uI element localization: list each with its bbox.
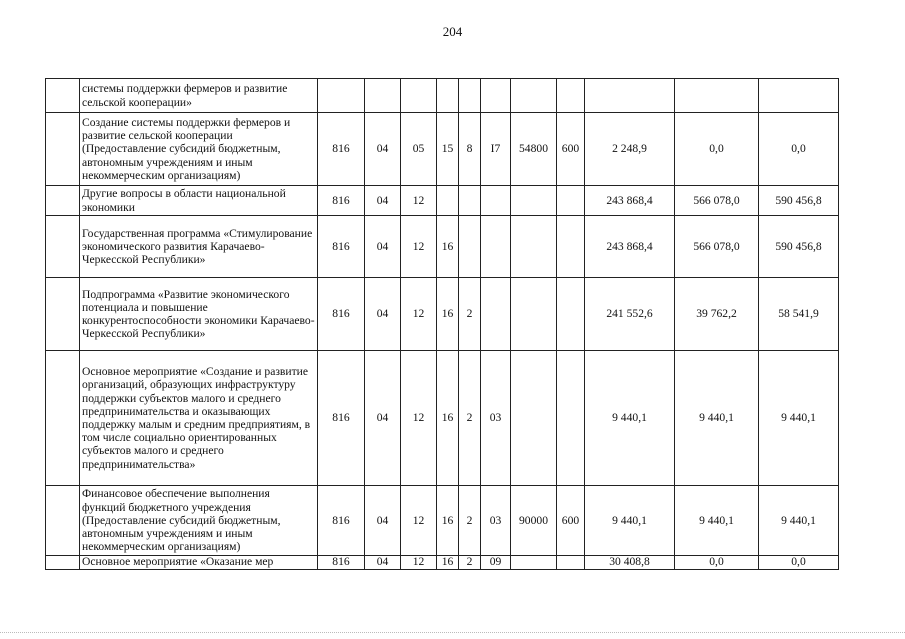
cell-subprogram bbox=[459, 186, 481, 216]
cell-name: Финансовое обеспечение выполнения функций бюджетного учреждения (Предоставление субсидий бюджетным, автономным учреждениям и иным некоммерческим организациям) bbox=[80, 486, 318, 556]
cell-sum-2: 39 762,2 bbox=[675, 278, 759, 351]
table-row bbox=[46, 486, 839, 556]
cell-subsection: 12 bbox=[401, 186, 437, 216]
cell-direction bbox=[511, 216, 557, 278]
cell-name: Другие вопросы в области национальной экономики bbox=[80, 186, 318, 216]
cell-blank bbox=[46, 556, 80, 570]
cell-subsection: 12 bbox=[401, 556, 437, 570]
cell-event bbox=[481, 79, 511, 113]
cell-expense-type bbox=[557, 216, 585, 278]
cell-subsection: 12 bbox=[401, 216, 437, 278]
cell-sum-1: 30 408,8 bbox=[585, 556, 675, 570]
cell-sum-2 bbox=[675, 79, 759, 113]
cell-ministry bbox=[318, 79, 365, 113]
cell-sum-1 bbox=[585, 79, 675, 113]
cell-blank bbox=[46, 351, 80, 486]
cell-name: Основное мероприятие «Оказание мер bbox=[80, 556, 318, 570]
cell-direction: 54800 bbox=[511, 113, 557, 186]
cell-subprogram: 2 bbox=[459, 486, 481, 556]
cell-section: 04 bbox=[365, 278, 401, 351]
cell-sum-2: 0,0 bbox=[675, 113, 759, 186]
cell-name: Подпрограмма «Развитие экономического потенциала и повышение конкурентоспособности экономики Карачаево-Черкесской Республики» bbox=[80, 278, 318, 351]
cell-blank bbox=[46, 278, 80, 351]
cell-event: 03 bbox=[481, 351, 511, 486]
cell-direction bbox=[511, 79, 557, 113]
cell-direction bbox=[511, 556, 557, 570]
cell-event: 03 bbox=[481, 486, 511, 556]
cell-blank bbox=[46, 216, 80, 278]
cell-event bbox=[481, 186, 511, 216]
cell-sum-3: 0,0 bbox=[759, 556, 839, 570]
cell-ministry: 816 bbox=[318, 186, 365, 216]
cell-ministry: 816 bbox=[318, 278, 365, 351]
cell-subprogram: 2 bbox=[459, 556, 481, 570]
cell-section: 04 bbox=[365, 113, 401, 186]
cell-program: 16 bbox=[437, 278, 459, 351]
table-row bbox=[46, 216, 839, 278]
cell-ministry: 816 bbox=[318, 351, 365, 486]
cell-ministry: 816 bbox=[318, 216, 365, 278]
table-row bbox=[46, 79, 839, 113]
cell-sum-3: 58 541,9 bbox=[759, 278, 839, 351]
cell-subsection: 12 bbox=[401, 278, 437, 351]
cell-subsection: 12 bbox=[401, 351, 437, 486]
cell-program: 15 bbox=[437, 113, 459, 186]
cell-sum-3: 590 456,8 bbox=[759, 216, 839, 278]
cell-program: 16 bbox=[437, 486, 459, 556]
cell-subsection bbox=[401, 79, 437, 113]
cell-sum-1: 243 868,4 bbox=[585, 186, 675, 216]
cell-section: 04 bbox=[365, 351, 401, 486]
table-row bbox=[46, 186, 839, 216]
cell-sum-1: 9 440,1 bbox=[585, 351, 675, 486]
cell-sum-1: 241 552,6 bbox=[585, 278, 675, 351]
cell-section: 04 bbox=[365, 556, 401, 570]
cell-sum-1: 9 440,1 bbox=[585, 486, 675, 556]
cell-direction bbox=[511, 351, 557, 486]
cell-name: Создание системы поддержки фермеров и развитие сельской кооперации (Предоставление субсидий бюджетным, автономным учреждениям и иным некоммерческим организациям) bbox=[80, 113, 318, 186]
cell-blank bbox=[46, 486, 80, 556]
cell-subprogram bbox=[459, 79, 481, 113]
cell-ministry: 816 bbox=[318, 486, 365, 556]
cell-direction bbox=[511, 278, 557, 351]
cell-name: Основное мероприятие «Создание и развитие организаций, образующих инфраструктуру поддержки субъектов малого и среднего предпринимательства и оказывающих поддержку малым и средним предприятиям, в том числе социально ориентированных субъектов малого и среднего предпринимательства» bbox=[80, 351, 318, 486]
cell-section: 04 bbox=[365, 216, 401, 278]
cell-sum-2: 9 440,1 bbox=[675, 351, 759, 486]
cell-expense-type bbox=[557, 186, 585, 216]
cell-sum-2: 0,0 bbox=[675, 556, 759, 570]
table-row bbox=[46, 351, 839, 486]
cell-program bbox=[437, 186, 459, 216]
cell-sum-1: 243 868,4 bbox=[585, 216, 675, 278]
cell-subsection: 12 bbox=[401, 486, 437, 556]
cell-expense-type bbox=[557, 79, 585, 113]
page-bottom-edge bbox=[0, 632, 905, 633]
cell-program bbox=[437, 79, 459, 113]
cell-expense-type bbox=[557, 278, 585, 351]
cell-event: I7 bbox=[481, 113, 511, 186]
cell-direction bbox=[511, 186, 557, 216]
table-row bbox=[46, 278, 839, 351]
cell-subprogram: 8 bbox=[459, 113, 481, 186]
cell-blank bbox=[46, 186, 80, 216]
cell-event: 09 bbox=[481, 556, 511, 570]
cell-section bbox=[365, 79, 401, 113]
cell-name: Государственная программа «Стимулирование экономического развития Карачаево-Черкесской Республики» bbox=[80, 216, 318, 278]
cell-expense-type: 600 bbox=[557, 113, 585, 186]
page-number: 204 bbox=[442, 24, 463, 39]
cell-sum-2: 566 078,0 bbox=[675, 186, 759, 216]
cell-subsection: 05 bbox=[401, 113, 437, 186]
cell-subprogram bbox=[459, 216, 481, 278]
cell-direction: 90000 bbox=[511, 486, 557, 556]
cell-expense-type: 600 bbox=[557, 486, 585, 556]
cell-expense-type bbox=[557, 351, 585, 486]
cell-sum-3: 9 440,1 bbox=[759, 486, 839, 556]
cell-event bbox=[481, 278, 511, 351]
table-row bbox=[46, 113, 839, 186]
cell-section: 04 bbox=[365, 186, 401, 216]
budget-table bbox=[45, 78, 839, 570]
cell-event bbox=[481, 216, 511, 278]
table-row bbox=[46, 556, 839, 570]
cell-blank bbox=[46, 79, 80, 113]
cell-name: системы поддержки фермеров и развитие сельской кооперации» bbox=[80, 79, 318, 113]
cell-sum-3: 0,0 bbox=[759, 113, 839, 186]
cell-program: 16 bbox=[437, 351, 459, 486]
cell-subprogram: 2 bbox=[459, 278, 481, 351]
cell-sum-3 bbox=[759, 79, 839, 113]
cell-expense-type bbox=[557, 556, 585, 570]
cell-sum-1: 2 248,9 bbox=[585, 113, 675, 186]
cell-sum-3: 9 440,1 bbox=[759, 351, 839, 486]
cell-sum-2: 566 078,0 bbox=[675, 216, 759, 278]
cell-sum-3: 590 456,8 bbox=[759, 186, 839, 216]
cell-program: 16 bbox=[437, 216, 459, 278]
cell-program: 16 bbox=[437, 556, 459, 570]
cell-subprogram: 2 bbox=[459, 351, 481, 486]
cell-ministry: 816 bbox=[318, 556, 365, 570]
cell-blank bbox=[46, 113, 80, 186]
cell-section: 04 bbox=[365, 486, 401, 556]
cell-sum-2: 9 440,1 bbox=[675, 486, 759, 556]
cell-ministry: 816 bbox=[318, 113, 365, 186]
